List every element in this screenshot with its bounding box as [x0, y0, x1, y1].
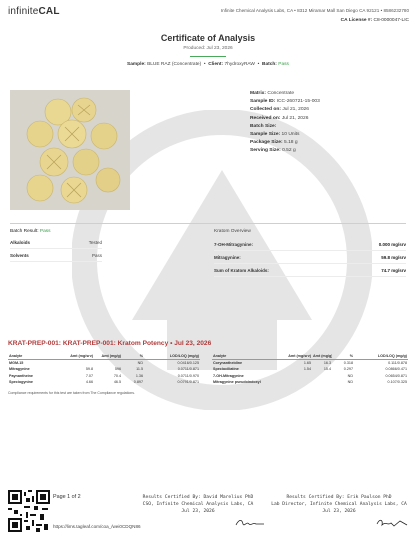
cell-analyte: Speciociliatine [213, 367, 239, 372]
cell-lod-loq: 0.111/0.878 [388, 361, 407, 366]
kratom-row-7oh: 7-OH-Mitragynine: 0.000 mg/srv [214, 238, 406, 251]
sample-details [250, 90, 410, 156]
cell-analyte: Corynantheidine [213, 361, 243, 366]
coa-url-link[interactable]: https://lims.tagleaf.com/coa_/wei0CDQN86 [53, 524, 141, 529]
cell-amt-srv: 1.54 [303, 367, 311, 372]
cell-percent: ND [137, 361, 143, 366]
certifier-2-date: Jul 23, 2026 [322, 509, 356, 514]
cell-amt-srv: 7.07 [85, 373, 93, 378]
table-header-row [212, 353, 408, 360]
col-amt-srv: Amt (mg/srv) [60, 353, 94, 360]
cell-percent: 0.297 [343, 367, 353, 372]
cell-amt-g [312, 379, 332, 385]
cell-amt-srv: 4.66 [85, 379, 93, 384]
kratom-overview-heading: Kratom Overview [214, 229, 251, 234]
cell-amt-srv [60, 360, 94, 367]
cell-percent: ND [347, 373, 353, 378]
table-row [212, 360, 408, 367]
produced-date: Produced: Jul 23, 2026 [183, 46, 233, 51]
cell-lod-loq: 0.0866/0.471 [385, 367, 407, 372]
lab-address: Infinite Chemical Analysis Labs, CA • 8312 Miramar Mall San Diego CA 92121 • 8586232780 [220, 8, 409, 13]
cell-amt-srv: 1.65 [303, 361, 311, 366]
cell-analyte: MGM-15 [9, 361, 24, 366]
cell-percent: 0.318 [343, 361, 353, 366]
kratom-row-sum: Sum of Kratom Alkaloids: 74.7 mg/srv [214, 264, 406, 277]
cell-amt-srv [282, 379, 312, 385]
detail-sample-id: Sample ID: ICC-260721-15-003 [250, 99, 320, 105]
table-row [8, 360, 200, 367]
col-lod-loq: LOD/LOQ (mg/g) [354, 353, 408, 360]
col-percent: % [122, 353, 144, 360]
signature-2 [374, 518, 414, 528]
compliance-note: Compliance requirements for this test are taken from The Compliance regulations. [8, 391, 135, 395]
cell-percent: 0.897 [133, 379, 143, 384]
cell-amt-g: 15.4 [323, 367, 331, 372]
cell-lod-loq: 0.0791/0.871 [177, 379, 199, 384]
page-number: Page 1 of 2 [53, 494, 81, 500]
table-row [212, 379, 408, 385]
batch-row-solvents: Solvents Pass [10, 249, 102, 262]
qr-code[interactable] [8, 490, 50, 532]
certifier-2-title: Lab Director, Infinite Chemical Analysis Labs, CA [271, 502, 407, 507]
cell-lod-loq: 0.0711/0.970 [177, 373, 199, 378]
table-header-row [8, 353, 200, 360]
col-lod-loq: LOD/LOQ (mg/g) [144, 353, 200, 360]
batch-result-heading: Batch Result: Pass [10, 229, 51, 234]
cell-amt-g: 596 [114, 367, 121, 372]
cell-amt-g: 46.5 [113, 379, 121, 384]
cell-percent: 1.36 [135, 373, 143, 378]
certifier-2-name: Results Certified By: Erik Paulson PhD [286, 495, 392, 500]
cell-lod-loq: 0.0711/0.871 [177, 367, 199, 372]
col-amt-g: Amt (mg/g) [94, 353, 122, 360]
signature-1 [234, 518, 274, 528]
detail-collected-on: Collected on: Jul 21, 2026 [250, 107, 309, 113]
batch-row-alkaloids: Alkaloids Tested [10, 236, 102, 249]
kratom-row-mitragynine: Mitragynine: 59.8 mg/srv [214, 251, 406, 264]
detail-batch-size: Batch Size: [250, 123, 277, 129]
detail-serving-size: Serving Size: 0.52 g [250, 148, 296, 154]
lab-logo: infiniteCAL [8, 6, 60, 17]
kratom-overview-panel [214, 229, 406, 277]
col-percent: % [332, 353, 354, 360]
certifier-2 [264, 494, 414, 515]
license-number: CA License #: C8-0000047-LIC [340, 18, 409, 23]
cell-amt-g: 16.3 [323, 361, 331, 366]
potency-table-left [8, 353, 200, 385]
detail-received-on: Received on: Jul 21, 2026 [250, 115, 309, 121]
cell-analyte: Paynantheine [9, 373, 33, 378]
cell-percent: 11.5 [136, 367, 143, 372]
header-bar [0, 0, 416, 30]
section-divider [10, 223, 406, 224]
potency-section-title: KRAT-PREP-001: KRAT-PREP-001: Kratom Potency • Jul 23, 2026 [8, 340, 212, 347]
certifier-1-title: CSO, Infinite Chemical Analysis Labs, CA [142, 502, 254, 507]
certifier-1-date: Jul 23, 2026 [181, 509, 215, 514]
detail-sample-size: Sample Size: 10 Units [250, 132, 300, 138]
document-title: Certificate of Analysis [160, 33, 256, 43]
detail-package-size: Package Size: 5.18 g [250, 140, 298, 146]
potency-table-right [212, 353, 408, 385]
cell-analyte: Mitragynine pseudoindoxyl [213, 379, 261, 384]
certifier-1 [128, 494, 268, 515]
cell-lod-loq: 0.107/0.325 [387, 379, 407, 384]
col-amt-srv: Amt (mg/srv) [282, 353, 312, 360]
col-analyte: Analyte [212, 353, 282, 360]
cell-amt-g [94, 360, 122, 367]
col-analyte: Analyte [8, 353, 60, 360]
cell-analyte: Speciogynine [9, 379, 33, 384]
cell-lod-loq: 0.0416/0.125 [177, 361, 199, 366]
cell-lod-loq: 0.0654/0.871 [385, 373, 407, 378]
certifier-1-name: Results Certified By: David Marelius PhD [142, 495, 254, 500]
cell-amt-srv: 59.8 [85, 367, 93, 372]
table-row [8, 379, 200, 385]
title-divider [190, 56, 226, 57]
batch-result-panel [10, 229, 102, 262]
cell-amt-g: 70.4 [113, 373, 121, 378]
col-amt-g: Amt (mg/g) [313, 354, 332, 358]
cell-analyte: Mitragynine [9, 367, 30, 372]
sample-summary: Sample: BLUE RAZ (Concentrate) • Client: 7hydroxyRAW • Batch: Pass [127, 62, 289, 67]
cell-percent: ND [347, 379, 353, 384]
detail-matrix: Matrix: Concentrate [250, 91, 295, 96]
product-photo [10, 90, 130, 210]
cell-analyte: 7-OH-Mitragynine [213, 373, 244, 378]
